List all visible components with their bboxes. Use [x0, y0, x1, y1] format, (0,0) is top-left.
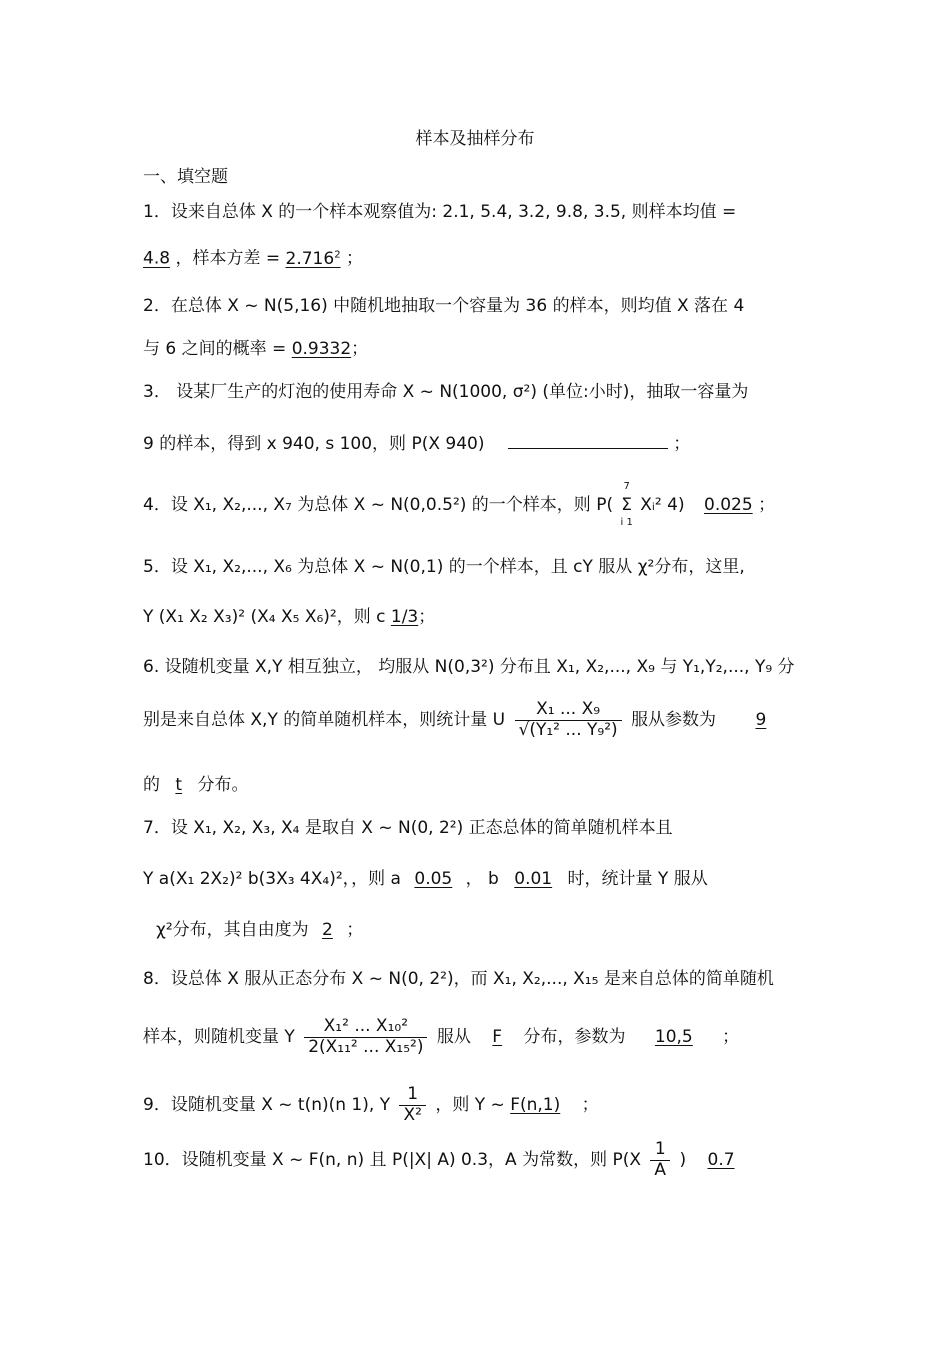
- question-6-line-3: 的 t 分布。: [143, 775, 249, 795]
- question-8-line-2: 样本，则随机变量 Y $\frac{\text{X₁² ... X₁₀²}}{\text{2(X₁₁² ... X₁₅²)}}$ 服从 F 分布，参数为 10,5 ；: [143, 1016, 740, 1057]
- random-variable-fraction: $\frac{\text{X₁² ... X₁₀²}}{\text{2(X₁₁² ... X₁₅²)}}$: [304, 1017, 427, 1057]
- question-6-line-2: 别是来自总体 X,Y 的简单随机样本，则统计量 U $\frac{\text{X₁ ... X₉}}{\text{√(Y₁² ... Y₉²)}}$ 服从参数为 9: [143, 699, 767, 740]
- answer-f-distribution: F: [492, 1027, 503, 1048]
- answer-blank: [508, 434, 668, 449]
- page-title: 样本及抽样分布: [415, 129, 535, 149]
- question-5-line-1: 5．设 X₁, X₂,..., X₆ 为总体 X ~ N(0,1) 的一个样本，且 cY 服从 χ²分布，这里,: [143, 557, 745, 577]
- question-7-line-1: 7．设 X₁, X₂, X₃, X₄ 是取自 X ~ N(0, 2²) 正态总体的简单随机样本且: [143, 818, 673, 838]
- answer-q10: 0.7: [707, 1150, 735, 1171]
- answer-y-distribution: F(n,1): [510, 1095, 561, 1116]
- summation-symbol: 7 Σ i 1: [620, 481, 633, 528]
- section-heading: 一、填空题: [143, 167, 228, 187]
- question-4-line: 4．设 X₁, X₂,..., X₇ 为总体 X ~ N(0,0.5²) 的一个样本，则 P( 7 Σ i 1 Xᵢ² 4) 0.025 ；: [143, 481, 776, 528]
- question-1-line-2: 4.8 ，样本方差 = $2.716^2$ ；: [143, 248, 363, 269]
- answer-distribution: t: [175, 775, 183, 795]
- question-7-line-3: χ²分布，其自由度为 2 ；: [156, 920, 364, 940]
- question-2-line-1: 2．在总体 X ~ N(5,16) 中随机地抽取一个容量为 36 的样本，则均值 X 落在 4: [143, 296, 745, 316]
- answer-sample-mean: 4.8: [143, 248, 171, 269]
- question-2-line-2: 与 6 之间的概率 = 0.9332；: [143, 339, 369, 359]
- answer-probability: 0.9332: [291, 339, 352, 359]
- answer-degrees: 9: [755, 710, 767, 731]
- question-9-line: 9．设随机变量 X ~ t(n)(n 1), Y $\frac{1}{\text{X²}}$ ，则 Y ~ F(n,1) ；: [143, 1084, 599, 1125]
- answer-sample-variance: 2.716$^2$: [285, 248, 341, 269]
- answer-c: 1/3: [390, 607, 419, 627]
- answer-b: 0.01: [514, 869, 553, 889]
- answer-a: 0.05: [414, 869, 453, 889]
- question-3-line-1: 3． 设某厂生产的灯泡的使用寿命 X ~ N(1000, σ²) (单位:小时)，抽取一容量为: [143, 382, 749, 402]
- answer-q4: 0.025: [704, 495, 753, 515]
- question-1-line-1: 1．设来自总体 X 的一个样本观察值为: 2.1, 5.4, 3.2, 9.8, 3.5, 则样本均值 =: [143, 202, 737, 222]
- answer-parameters: 10,5: [654, 1027, 693, 1048]
- question-5-line-2: Y (X₁ X₂ X₃)² (X₄ X₅ X₆)²，则 c 1/3；: [143, 607, 436, 627]
- statistic-fraction: $\frac{\text{X₁ ... X₉}}{\text{√(Y₁² ... Y₉²)}}$: [515, 700, 622, 740]
- answer-freedom: 2: [322, 920, 333, 940]
- question-3-line-2: 9 的样本，得到 x 940, s 100，则 P(X 940) ；: [143, 434, 691, 454]
- question-8-line-1: 8．设总体 X 服从正态分布 X ~ N(0, 2²)，而 X₁, X₂,..., X₁₅ 是来自总体的简单随机: [143, 969, 774, 989]
- question-7-line-2: Y a(X₁ 2X₂)² b(3X₃ 4X₄)²，，则 a 0.05 ， b 0.01 时，统计量 Y 服从: [143, 869, 708, 889]
- question-10-line: 10．设随机变量 X ~ F(n, n) 且 P(|X| A) 0.3，A 为常数，则 P(X $\frac{1}{A}$ ) 0.7: [143, 1140, 808, 1180]
- question-6-line-1: 6. 设随机变量 X,Y 相互独立， 均服从 N(0,3²) 分布且 X₁, X₂,..., X₉ 与 Y₁,Y₂,..., Y₉ 分: [143, 657, 795, 677]
- y-fraction: $\frac{1}{\text{X²}}$: [399, 1085, 425, 1125]
- inverse-a-fraction: $\frac{1}{A}$: [650, 1140, 670, 1180]
